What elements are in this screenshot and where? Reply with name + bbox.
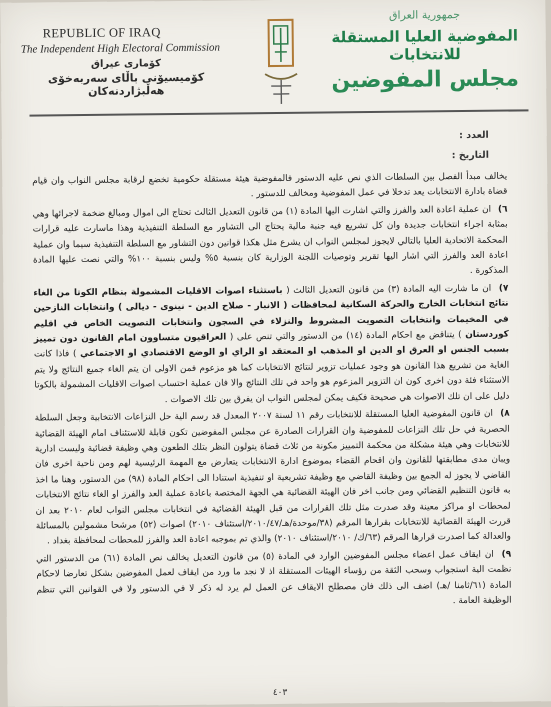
paragraph-6-text: ان عملية اعادة العد والفرز والتي اشارت اليها المادة (١) من قانون التعديل الثالث تحتاج الى اموال ومبالغ ضخمة لاجرائها وهي بمثابة اجراء انتخابات جديدة وان كل تشريع فيه جنبة مالية يحتاج الى التشاور مع السلطة التنفيذية وهذا ماسارت عليه قرارات المحكمة الاتحادية العليا بالتالي لايجوز لمجلس النواب ان يشرع مثل هكذا قوانين دون التشاور مع السلطة التنفيذية سيما وان عملية اعادة العد والفرز التي اشار اليها تقرير وتوصيات اللجنة الوزارية كان بنسبة ٥% وليس بنسبة ١٠٠% والتي نصت عليها المادة المذكورة . xyxy=(32,204,509,277)
paragraph-8 xyxy=(35,407,511,551)
header-ar-board: مجلس المفوضين xyxy=(331,66,520,94)
paragraph-7-quoted-article: باستثناء اصوات الاقليات المشمولة بنظام الكوتا من الغاء نتائج انتخابات الخارج والحركة السكانية لمحافظات ( الانبار - صلاح الدين - نينوى - ديالى ) وانتخابات النازحين في المخيمات وانتخابات التصويت المشروط والنزلاء في السجون وانتخابات التصويت الخاص في اقليم كوردستان xyxy=(33,285,509,341)
paragraph-9-number: ٩) xyxy=(501,549,512,560)
date-label: التاريخ : xyxy=(451,149,490,162)
header-ar-republic: جمهورية العراق xyxy=(388,8,461,22)
paragraph-6 xyxy=(32,202,508,284)
header-right xyxy=(319,7,530,93)
header-left xyxy=(21,24,232,98)
paragraph-7-text-a: ان ما شارت اليه المادة (٣) من قانون التعديل الثالث ( xyxy=(286,283,492,296)
paragraph-6-number: ٦) xyxy=(497,204,508,215)
header-kurdish-republic: كۆماری عیراق xyxy=(90,58,162,70)
reference-block xyxy=(451,126,489,166)
intro-paragraph: يخالف مبدأ الفصل بين السلطات الذي نص عليه الدستور فالمفوضية هيئة مستقلة حكومية تخضع لرقابة مجلس النواب وان قيام قضاة بادارة الانتخابات يعد تدخلا في عمل المفوضية ومخالف للدستور . xyxy=(32,171,508,200)
header-en-republic: REPUBLIC OF IRAQ xyxy=(42,25,161,41)
letter-body xyxy=(32,170,512,616)
reference-number-label: العدد : xyxy=(459,129,489,142)
page-number: ٤٠٣ xyxy=(272,687,288,699)
paragraph-8-number: ٨) xyxy=(500,408,510,419)
paragraph-7 xyxy=(33,281,509,409)
ihec-logo-icon xyxy=(258,14,303,114)
paragraph-7-number: ٧) xyxy=(498,283,509,294)
paragraph-9 xyxy=(36,547,512,614)
paragraph-7-text-c: ) فاذا كانت الغاية من تشريع هذا القانون هو وجود عمليات تزوير لنتائج الانتخابات كما هو مزعوم فمن الاولى ان يتم الغاء جميع النتائج ولا يتم الاستثناء فئة دون اخرى كون ان التزوير المزعوم هو واحد في تلك النتائج والا فان عملية احتساب اصوات الاقليات المشمولة بالكوتا دليل على ان تلك الاصوات هي صحيحة فكيف يمكن لمجلس النواب ان يفرق بين تلك الاصوات . xyxy=(33,349,510,405)
header-kurdish-commission: کۆمیسیۆنی باڵای سەربەخۆی هەڵبژاردنەکان xyxy=(47,70,205,98)
header-ar-commission: المفوضية العليا المستقلة للانتخابات xyxy=(331,26,519,64)
paragraph-7-text-b: ) يتناقض مع احكام المادة (١٤) من الدستور والتي تنص على ( xyxy=(229,330,462,343)
paragraph-8-text: ان قانون المفوضية العليا المستقلة للانتخابات رقم ١١ لسنة ٢٠٠٧ المعدل قد رسم الية حل النزاعات الانتخابية وجعل السلطة الحصرية في حل تلك النزاعات للمفوضية وان القرارات الصادرة عن مجلس المفوضين تكون قابلة للاستئناف امام الهيئة القضائية للانتخابات وهي هيئة مشكلة من محكمة التمييز مكونة من ثلاث قضاة يتولون النظر بتلك الطعون وهي وظيفة قضائية وليست ادارية ويبان مدى مطابقتها للقانون وان اقحام القضاء بموضوع ادارة الانتخابات يتعارض مع المهمة الرئيسية لهم ومن ناحية اخرى فان القاضي لا يجوز له الجمع بين وظيفة القاضي مع وظيفة تشريعية او تنفيذية استنادا الى احكام المادة (٩٨) من الدستور، وهنا ما اخذ به قانون التنظيم القضائي ومن جانب اخر فان الهيئة القضائية هي الجهة المختصة باعادة عملية العد والفرز او الغاء نتائج الانتخابات لمحطات او مراكز معينة وقد صدرت مثل تلك القرارات من قبل الهيئة القضائية في انتخابات مجلس النواب لعام ٢٠١٠ بعد ان قررت الهيئة القضائية للانتخابات بقرارها المرقم (٣٨/موحدة/هـ/٢٠١٠/٤٧/استئناف ٢٠١٠) اصوات (٥٢) مرشحا مشمولين بالمسائلة والعدالة كما اصدرت قرارها المرقم (٦٣/ك/ ٢٠١٠/استئناف ٢٠١٠) والذي تم بموجبه اعادة العد والفرز للمحطات لمحافظة بغداد . xyxy=(34,408,512,547)
paragraph-7-quoted-constitution: العراقيون متساوون امام القانون دون تمييز بسبب الجنس او العرق او الدين او المذهب او المعتقد او الراي او الوضع الاقتصادي او الاجتماعي xyxy=(33,332,510,360)
paragraph-9-text: ان ايقاف عمل اعضاء مجلس المفوضين الوارد في المادة (٥) من قانون التعديل يخالف نص المادة (٦١) من الدستور التي نظمت الية استجواب وسحب الثقة من رؤساء الهيئات المستقلة اذ لا نجد ما ورد من ايقاف لعمل المفوضين بشكل تعارضا لاحكام المادة (٦١/ثامنا /هـ) اضف الى ذلك فان مصطلح الايقاف عن العمل لم يرد له ذكر لا في الدستور ولا في القوانين التي تنظم الوظيفة العامة . xyxy=(36,549,512,607)
header-en-commission: The Independent High Electoral Commission xyxy=(20,41,221,56)
